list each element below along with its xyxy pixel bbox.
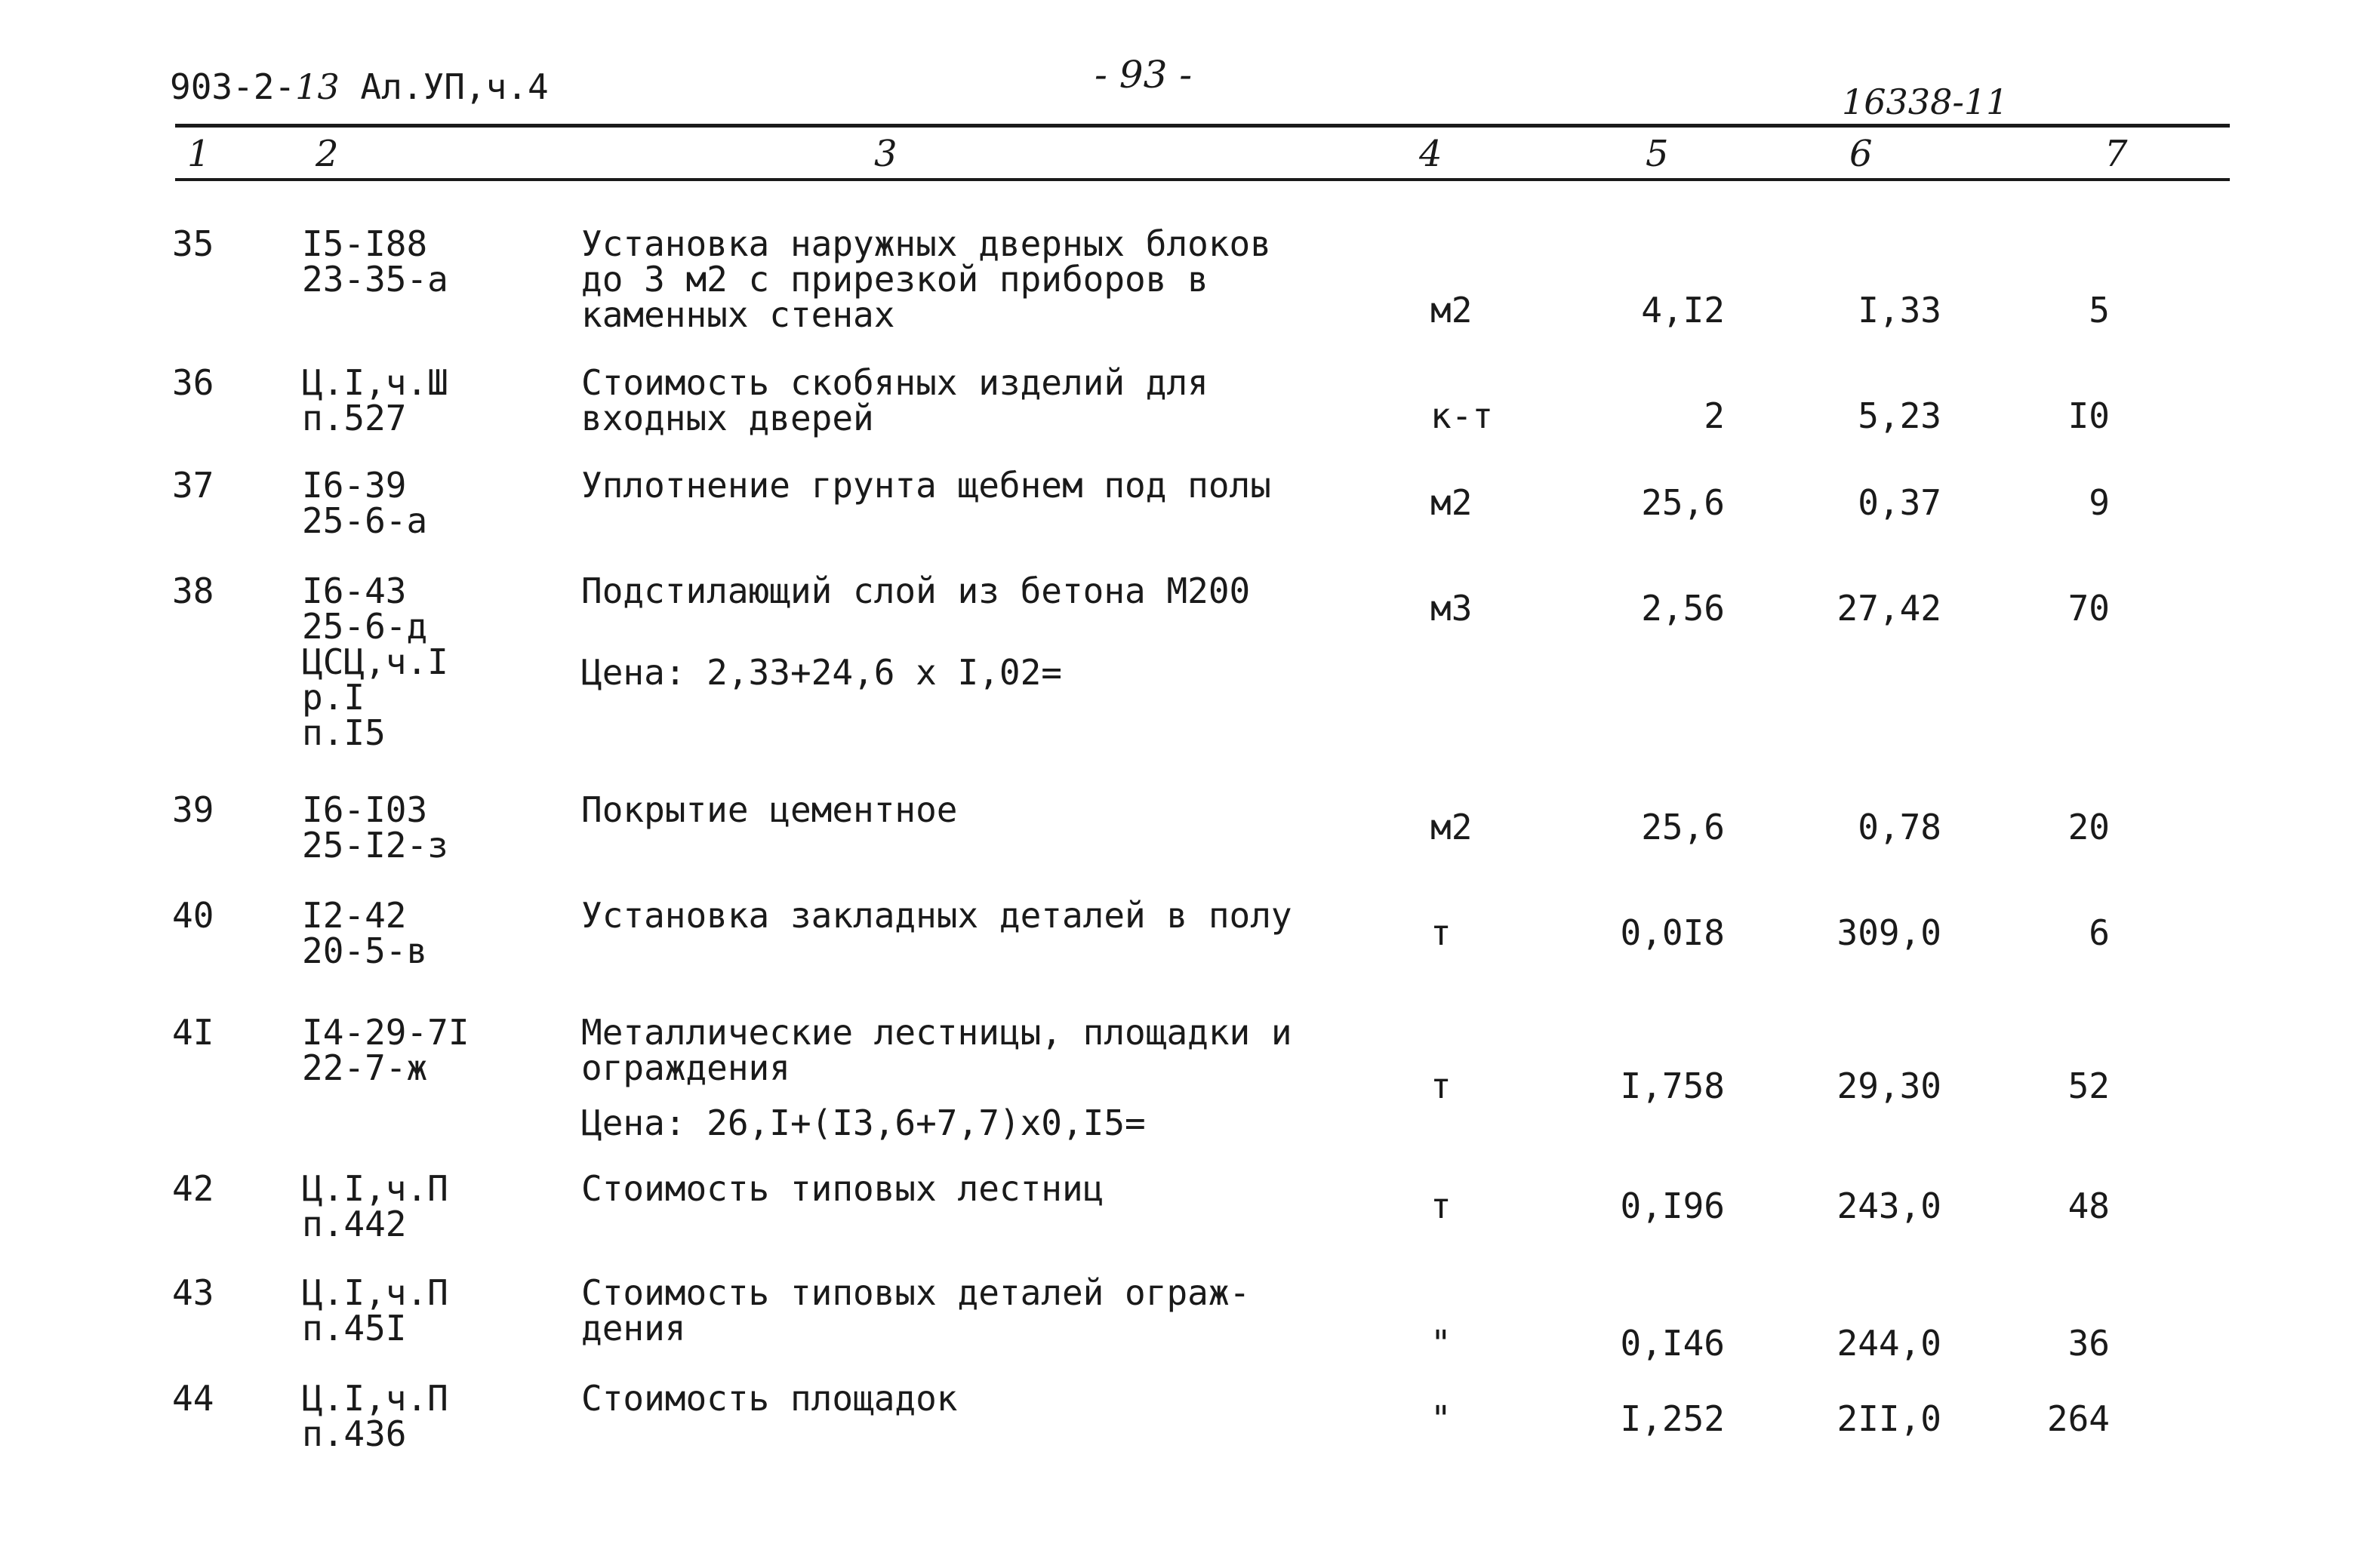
- document-code: [170, 66, 549, 107]
- rate-code-line: Ц.I,ч.П: [302, 1272, 448, 1313]
- work-description-line: Установка наружных дверных блоков: [581, 223, 1271, 264]
- table-top-rule: [175, 124, 2230, 128]
- unit-of-measure: м2: [1430, 482, 1473, 523]
- total-cost: 70: [2067, 588, 2110, 629]
- unit-price: 29,30: [1837, 1066, 1941, 1106]
- unit-price: 5,23: [1858, 395, 1941, 436]
- document-code-prefix: 903-2-: [170, 66, 296, 107]
- quantity: 25,6: [1641, 482, 1725, 523]
- row-number: 38: [172, 570, 214, 611]
- rate-code-line: I5-I88: [302, 223, 428, 264]
- rate-code-line: 25-I2-з: [302, 825, 448, 866]
- column-number: 7: [2104, 133, 2128, 175]
- unit-price: 0,37: [1858, 482, 1941, 523]
- quantity: I,252: [1620, 1398, 1725, 1439]
- work-description-line: каменных стенах: [581, 294, 895, 335]
- work-description-line: Стоимость типовых деталей ограж-: [581, 1272, 1251, 1313]
- document-code-suffix: Ал.УП,ч.4: [339, 66, 549, 107]
- work-description-line: Покрытие цементное: [581, 789, 958, 830]
- price-formula: Цена: 26,I+(I3,6+7,7)х0,I5=: [581, 1103, 1146, 1143]
- unit-of-measure: м2: [1430, 807, 1473, 847]
- work-description-line: Стоимость типовых лестниц: [581, 1168, 1104, 1209]
- total-cost: 52: [2067, 1066, 2110, 1106]
- rate-code-line: р.I: [302, 677, 365, 718]
- rate-code-line: 23-35-а: [302, 259, 448, 300]
- total-cost: 5: [2089, 290, 2110, 331]
- rate-code-line: 25-6-а: [302, 500, 428, 541]
- row-number: 36: [172, 362, 214, 403]
- unit-of-measure: т: [1430, 912, 1452, 953]
- total-cost: 48: [2067, 1186, 2110, 1226]
- table-header-rule: [175, 178, 2230, 181]
- unit-price: 0,78: [1858, 807, 1941, 847]
- total-cost: 6: [2089, 912, 2110, 953]
- unit-of-measure: т: [1430, 1066, 1452, 1106]
- work-description-line: дения: [581, 1308, 686, 1349]
- unit-price: 309,0: [1837, 912, 1941, 953]
- column-number: 4: [1419, 133, 1442, 175]
- row-number: 42: [172, 1168, 214, 1209]
- rate-code-line: I6-39: [302, 465, 407, 506]
- unit-of-measure: ": [1430, 1323, 1452, 1364]
- quantity: 0,0I8: [1620, 912, 1725, 953]
- unit-of-measure: м3: [1430, 588, 1473, 629]
- work-description-line: Стоимость площадок: [581, 1378, 958, 1419]
- page-number: - 93 -: [1095, 53, 1193, 97]
- quantity: 2,56: [1641, 588, 1725, 629]
- unit-of-measure: ": [1430, 1398, 1452, 1439]
- rate-code-line: Ц.I,ч.П: [302, 1168, 448, 1209]
- row-number: 43: [172, 1272, 214, 1313]
- rate-code-line: Ц.I,ч.П: [302, 1378, 448, 1419]
- row-number: 35: [172, 223, 214, 264]
- rate-code-line: п.436: [302, 1413, 407, 1454]
- rate-code-line: 25-6-д: [302, 606, 428, 647]
- row-number: 37: [172, 465, 214, 506]
- work-description-line: Уплотнение грунта щебнем под полы: [581, 465, 1271, 506]
- rate-code-line: 20-5-в: [302, 930, 428, 971]
- work-description-line: ограждения: [581, 1047, 790, 1088]
- quantity: 25,6: [1641, 807, 1725, 847]
- rate-code-line: ЦСЦ,ч.I: [302, 641, 448, 682]
- column-number: 5: [1646, 133, 1669, 175]
- rate-code-line: 22-7-ж: [302, 1047, 428, 1088]
- unit-price: 27,42: [1837, 588, 1941, 629]
- unit-of-measure: к-т: [1430, 395, 1494, 436]
- quantity: I,758: [1620, 1066, 1725, 1106]
- column-number: 6: [1849, 133, 1873, 175]
- rate-code-line: I6-I03: [302, 789, 428, 830]
- price-formula: Цена: 2,33+24,6 х I,02=: [581, 652, 1062, 693]
- unit-price: 2II,0: [1837, 1398, 1941, 1439]
- work-description-line: до 3 м2 с прирезкой приборов в: [581, 259, 1208, 300]
- unit-price: I,33: [1858, 290, 1941, 331]
- rate-code-line: п.442: [302, 1204, 407, 1244]
- rate-code-line: I6-43: [302, 570, 407, 611]
- unit-of-measure: т: [1430, 1186, 1452, 1226]
- work-description-line: Металлические лестницы, площадки и: [581, 1012, 1292, 1053]
- total-cost: 20: [2067, 807, 2110, 847]
- total-cost: I0: [2067, 395, 2110, 436]
- row-number: 4I: [172, 1012, 214, 1053]
- work-description-line: Установка закладных деталей в полу: [581, 895, 1292, 936]
- column-number: 1: [187, 133, 211, 175]
- quantity: 0,I46: [1620, 1323, 1725, 1364]
- quantity: 2: [1704, 395, 1725, 436]
- row-number: 40: [172, 895, 214, 936]
- quantity: 4,I2: [1641, 290, 1725, 331]
- document-code-handwritten: 13: [295, 66, 340, 107]
- total-cost: 9: [2089, 482, 2110, 523]
- column-number: 2: [316, 133, 339, 175]
- total-cost: 264: [2046, 1398, 2110, 1439]
- work-description-line: Стоимость скобяных изделий для: [581, 362, 1208, 403]
- rate-code-line: п.527: [302, 398, 407, 438]
- work-description-line: Подстилающий слой из бетона М200: [581, 570, 1251, 611]
- inventory-number: 16338-11: [1842, 81, 2009, 122]
- row-number: 39: [172, 789, 214, 830]
- work-description-line: входных дверей: [581, 398, 874, 438]
- column-number: 3: [874, 133, 898, 175]
- row-number: 44: [172, 1378, 214, 1419]
- rate-code-line: Ц.I,ч.Ш: [302, 362, 448, 403]
- quantity: 0,I96: [1620, 1186, 1725, 1226]
- rate-code-line: I2-42: [302, 895, 407, 936]
- total-cost: 36: [2067, 1323, 2110, 1364]
- rate-code-line: I4-29-7I: [302, 1012, 470, 1053]
- rate-code-line: п.I5: [302, 712, 386, 753]
- unit-of-measure: м2: [1430, 290, 1473, 331]
- unit-price: 243,0: [1837, 1186, 1941, 1226]
- rate-code-line: п.45I: [302, 1308, 407, 1349]
- unit-price: 244,0: [1837, 1323, 1941, 1364]
